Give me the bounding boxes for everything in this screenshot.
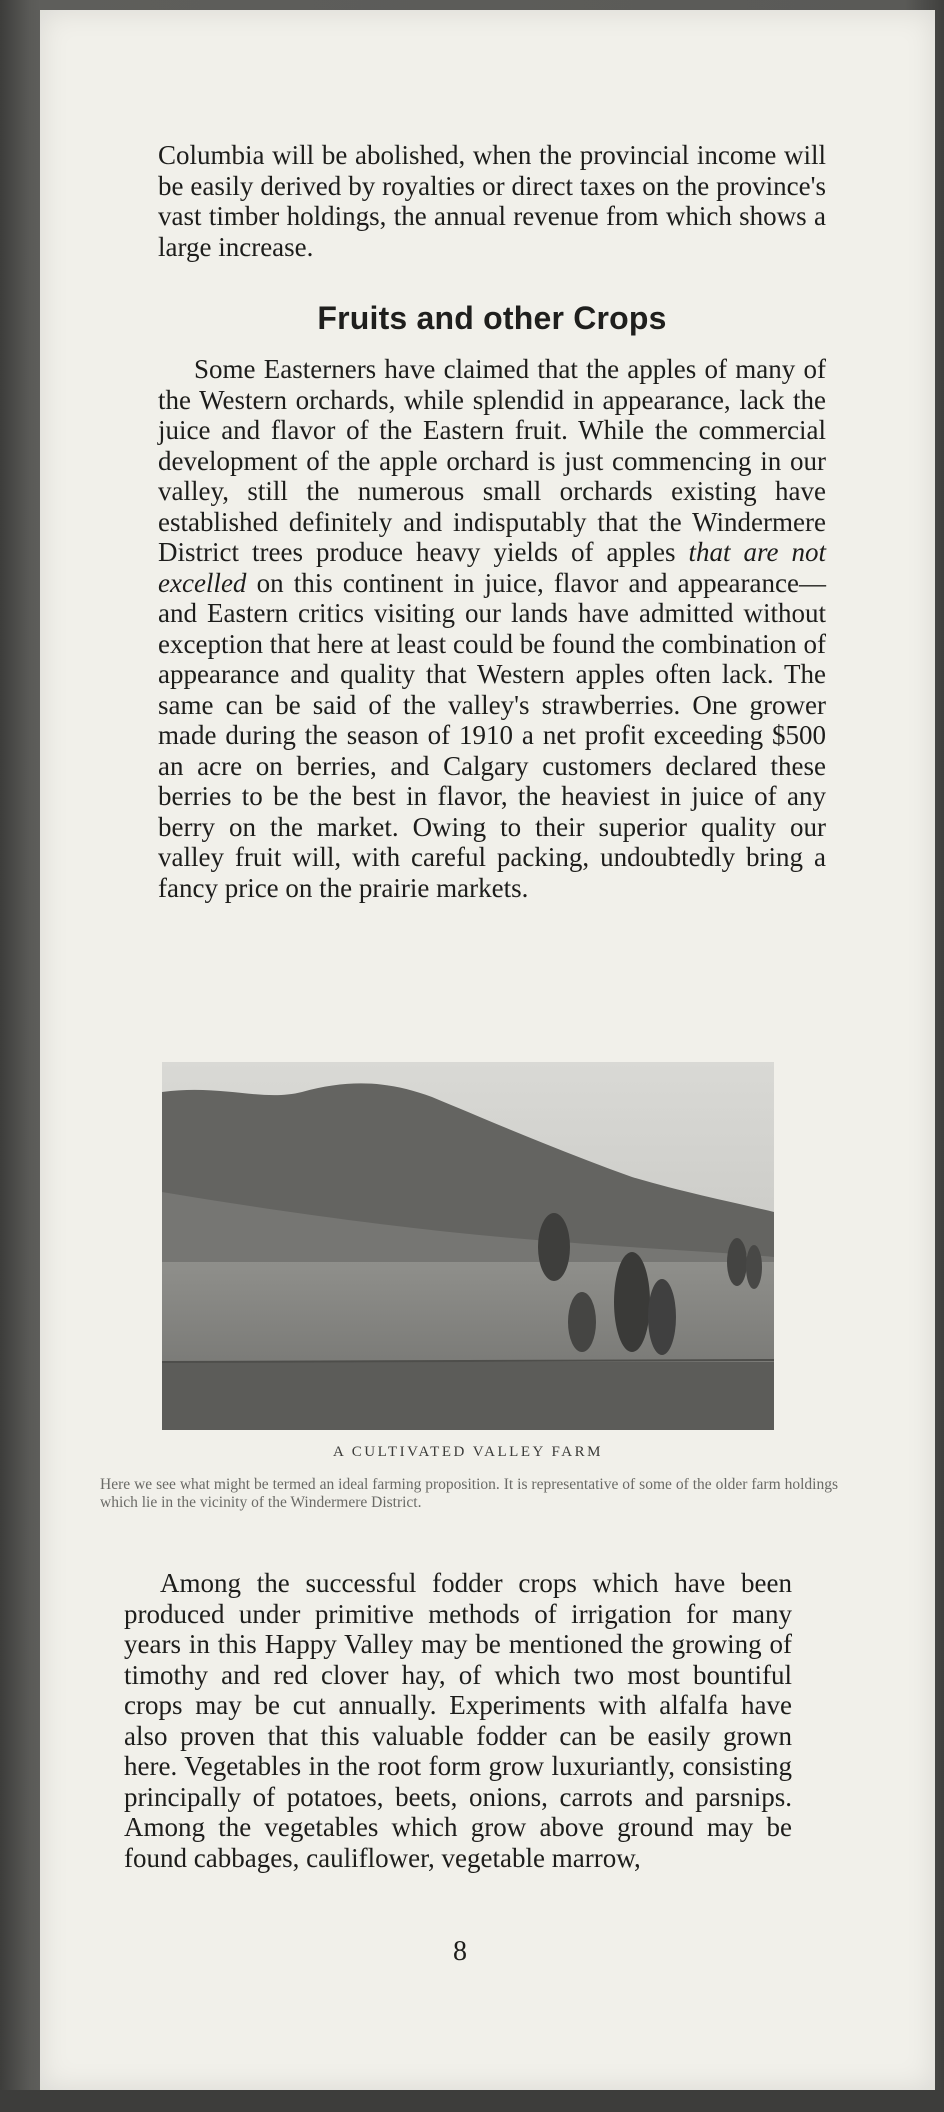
fruits-paragraph [158,354,826,903]
fruits-text-part2: on this continent in juice, flavor and appearance—and Eastern critics visiting our lands have admitted without exception that here at least could be found the combination of appearance and quality that Western apples often lack. The same can be said of the valley's strawberries. One grower made during the season of 1910 a net profit exceeding $500 an acre on berries, and Calgary customers declared these berries to be the best in flavor, the heaviest in juice of any berry on the market. Owing to their superior quality our valley fruit will, with careful packing, undoubtedly bring a fancy price on the prairie markets. [158,567,826,903]
tree [648,1279,676,1355]
tree [538,1213,570,1281]
scan-bottom-edge [0,2090,944,2112]
section-heading: Fruits and other Crops [317,300,667,336]
photo-caption-title: A CULTIVATED VALLEY FARM [333,1444,603,1460]
farm-photograph [162,1062,774,1430]
intro-paragraph: Columbia will be abolished, when the provincial income will be easily derived by royalties or direct taxes on the province's vast timber holdings, the annual revenue from which shows a large increase. [158,140,826,262]
tree [727,1238,747,1286]
photo-caption-text: Here we see what might be termed an ideal farming proposition. It is representative of some of the older farm holdings which lie in the vicinity of the Windermere District. [100,1476,838,1511]
intro-paragraph-block [158,140,826,262]
fruits-text-emphasis: that are not excelled [158,537,826,598]
farm-photo-illustration [162,1062,774,1430]
tree [568,1292,596,1352]
tree [746,1245,762,1289]
fruits-text-part1: Some Easterners have claimed that the apples of many of the Western orchards, while splendid in appearance, lack the juice and flavor of the Eastern fruit. While the commercial development of the apple orchard is just commencing in our valley, still the numerous small orchards existing have established definitely and indisputably that the Windermere District trees produce heavy yields of apples [158,354,826,567]
fruits-paragraph-block [158,354,826,903]
foreground-ground [162,1362,774,1430]
page-number: 8 [453,1936,467,1967]
tree [614,1252,650,1352]
fodder-paragraph: Among the successful fodder crops which have been produced under primitive methods of irrigation for many years in this Happy Valley may be mentioned the growing of timothy and red clover hay, of which two most bountiful crops may be cut annually. Experiments with alfalfa have also proven that this valuable fodder can be easily grown here. Vegetables in the root form grow luxuriantly, consisting principally of potatoes, beets, onions, carrots and parsnips. Among the vegetables which grow above ground may be found cabbages, cauliflower, vegetable marrow, [124,1568,792,1873]
fodder-paragraph-block [124,1568,792,1873]
